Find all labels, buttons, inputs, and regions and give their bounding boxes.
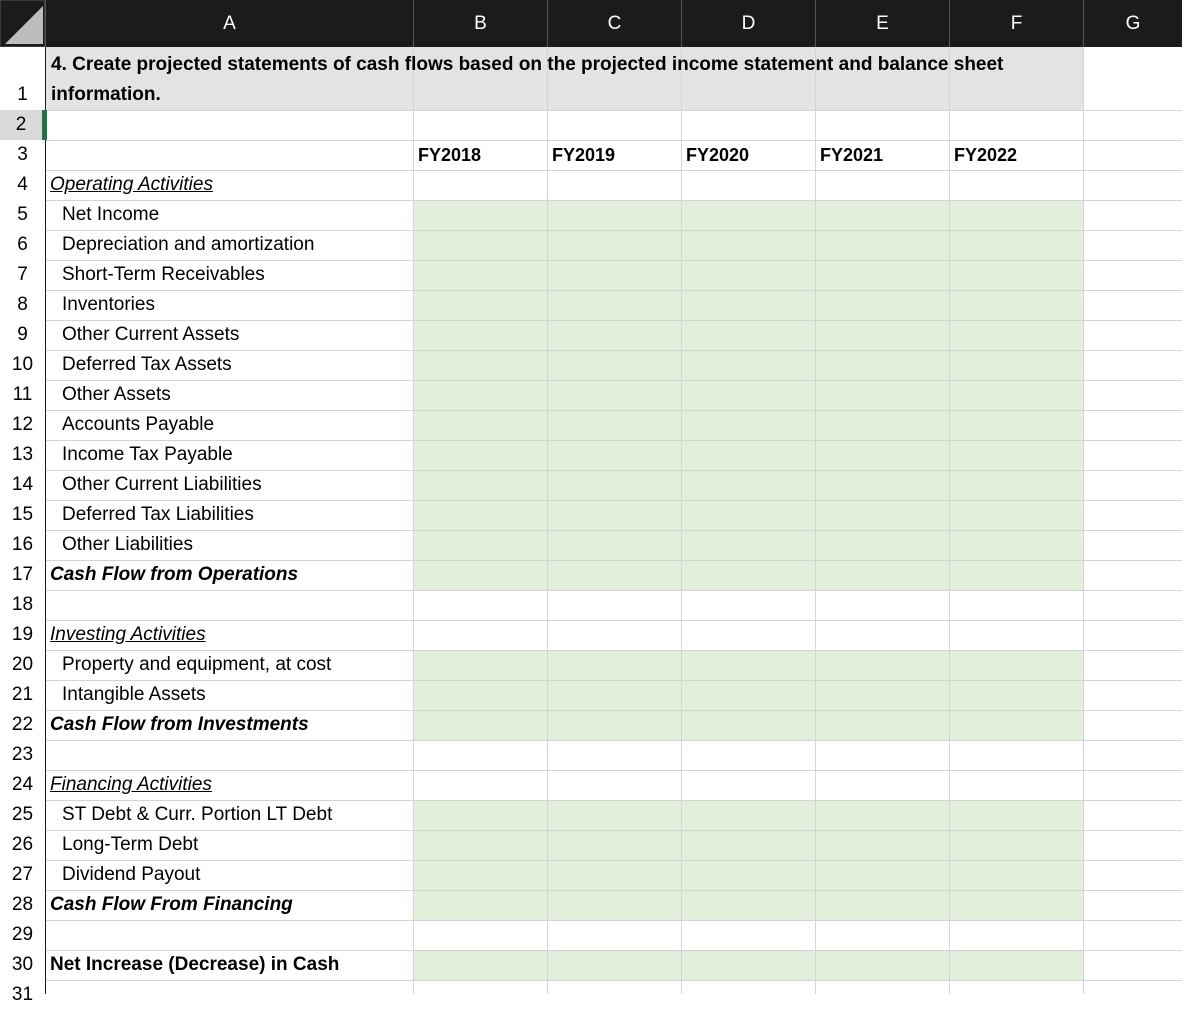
row-header-9[interactable]: 9: [0, 320, 45, 350]
row-header-18[interactable]: 18: [0, 590, 45, 620]
row-header-27[interactable]: 27: [0, 860, 45, 890]
active-cell-marker: [45, 110, 47, 140]
row-header-20[interactable]: 20: [0, 650, 45, 680]
gridline: [1083, 47, 1084, 994]
row-label-cash-flow-operations[interactable]: Cash Flow from Operations: [50, 564, 299, 585]
row-header-14[interactable]: 14: [0, 470, 45, 500]
row-header-8[interactable]: 8: [0, 290, 45, 320]
year-header-fy2019[interactable]: FY2019: [552, 145, 616, 165]
gridline: [0, 590, 1182, 591]
column-header-a[interactable]: A: [45, 0, 413, 47]
row-label-short-term-receivables[interactable]: Short-Term Receivables: [62, 264, 265, 285]
row-header-19[interactable]: 19: [0, 620, 45, 650]
row-label-income-tax-payable[interactable]: Income Tax Payable: [62, 444, 233, 465]
year-header-fy2018[interactable]: FY2018: [418, 145, 482, 165]
section-investing-activities[interactable]: Investing Activities: [50, 624, 206, 645]
row-header-1[interactable]: 1: [0, 47, 45, 110]
row-header-26[interactable]: 26: [0, 830, 45, 860]
gridline: [547, 47, 548, 994]
row-header-24[interactable]: 24: [0, 770, 45, 800]
row-header-23[interactable]: 23: [0, 740, 45, 770]
column-header-c[interactable]: C: [547, 0, 681, 47]
row-label-net-increase-cash[interactable]: Net Increase (Decrease) in Cash: [50, 954, 340, 975]
gridline: [815, 47, 816, 994]
row-header-10[interactable]: 10: [0, 350, 45, 380]
row-header-15[interactable]: 15: [0, 500, 45, 530]
row-header-5[interactable]: 5: [0, 200, 45, 230]
row-header-28[interactable]: 28: [0, 890, 45, 920]
column-header-b[interactable]: B: [413, 0, 547, 47]
row-label-other-liabilities[interactable]: Other Liabilities: [62, 534, 193, 555]
row-label-long-term-debt[interactable]: Long-Term Debt: [62, 834, 199, 855]
investing-input-area: [413, 650, 1083, 740]
row-header-7[interactable]: 7: [0, 260, 45, 290]
row-label-other-current-liabilities[interactable]: Other Current Liabilities: [62, 474, 262, 495]
row-label-accounts-payable[interactable]: Accounts Payable: [62, 414, 215, 435]
row-header-4[interactable]: 4: [0, 170, 45, 200]
row-label-depreciation[interactable]: Depreciation and amortization: [62, 234, 315, 255]
gridline: [0, 740, 1182, 741]
gridline: [0, 110, 1182, 111]
row-label-other-current-assets[interactable]: Other Current Assets: [62, 324, 240, 345]
gridline: [949, 47, 950, 994]
row-header-17[interactable]: 17: [0, 560, 45, 590]
row-header-3[interactable]: 3: [0, 140, 45, 170]
row-label-inventories[interactable]: Inventories: [62, 294, 155, 315]
row-header-29[interactable]: 29: [0, 920, 45, 950]
gridline: [413, 47, 414, 994]
year-header-fy2022[interactable]: FY2022: [954, 145, 1018, 165]
row-header-31[interactable]: 31: [0, 980, 45, 1010]
section-operating-activities[interactable]: Operating Activities: [50, 174, 213, 195]
gridline: [0, 920, 1182, 921]
row-label-deferred-tax-liabilities[interactable]: Deferred Tax Liabilities: [62, 504, 254, 525]
row-label-cash-flow-investments[interactable]: Cash Flow from Investments: [50, 714, 309, 735]
section-financing-activities[interactable]: Financing Activities: [50, 774, 212, 795]
row-label-other-assets[interactable]: Other Assets: [62, 384, 171, 405]
row-label-cash-flow-financing[interactable]: Cash Flow From Financing: [50, 894, 293, 915]
column-header-e[interactable]: E: [815, 0, 949, 47]
row-label-property-equipment[interactable]: Property and equipment, at cost: [62, 654, 332, 675]
select-all-triangle-icon: [5, 6, 43, 44]
row-header-25[interactable]: 25: [0, 800, 45, 830]
row-header-21[interactable]: 21: [0, 680, 45, 710]
row-label-st-debt[interactable]: ST Debt & Curr. Portion LT Debt: [62, 804, 333, 825]
year-header-fy2020[interactable]: FY2020: [686, 145, 750, 165]
row-label-dividend-payout[interactable]: Dividend Payout: [62, 864, 201, 885]
row-header-16[interactable]: 16: [0, 530, 45, 560]
row-header-30[interactable]: 30: [0, 950, 45, 980]
gridline: [0, 980, 1182, 981]
gridline: [0, 200, 1182, 201]
year-header-fy2021[interactable]: FY2021: [820, 145, 884, 165]
row-header-22[interactable]: 22: [0, 710, 45, 740]
row-header-2[interactable]: 2: [0, 110, 45, 140]
row-label-intangible-assets[interactable]: Intangible Assets: [62, 684, 206, 705]
operating-input-area: [413, 200, 1083, 590]
column-header-d[interactable]: D: [681, 0, 815, 47]
column-header-f[interactable]: F: [949, 0, 1083, 47]
instruction-title[interactable]: 4. Create projected statements of cash flows based on the projected income statement and balance sheet information.: [51, 54, 1009, 105]
gridline: [0, 290, 1182, 291]
net-cash-input-area: [413, 950, 1083, 980]
row-header-13[interactable]: 13: [0, 440, 45, 470]
row-header-12[interactable]: 12: [0, 410, 45, 440]
row-label-deferred-tax-assets[interactable]: Deferred Tax Assets: [62, 354, 232, 375]
select-all-button[interactable]: [0, 0, 45, 47]
row-label-net-income[interactable]: Net Income: [62, 204, 160, 225]
row-header-11[interactable]: 11: [0, 380, 45, 410]
gridline: [0, 380, 1182, 381]
gridline: [681, 47, 682, 994]
row-header-6[interactable]: 6: [0, 230, 45, 260]
column-header-g[interactable]: G: [1083, 0, 1182, 47]
